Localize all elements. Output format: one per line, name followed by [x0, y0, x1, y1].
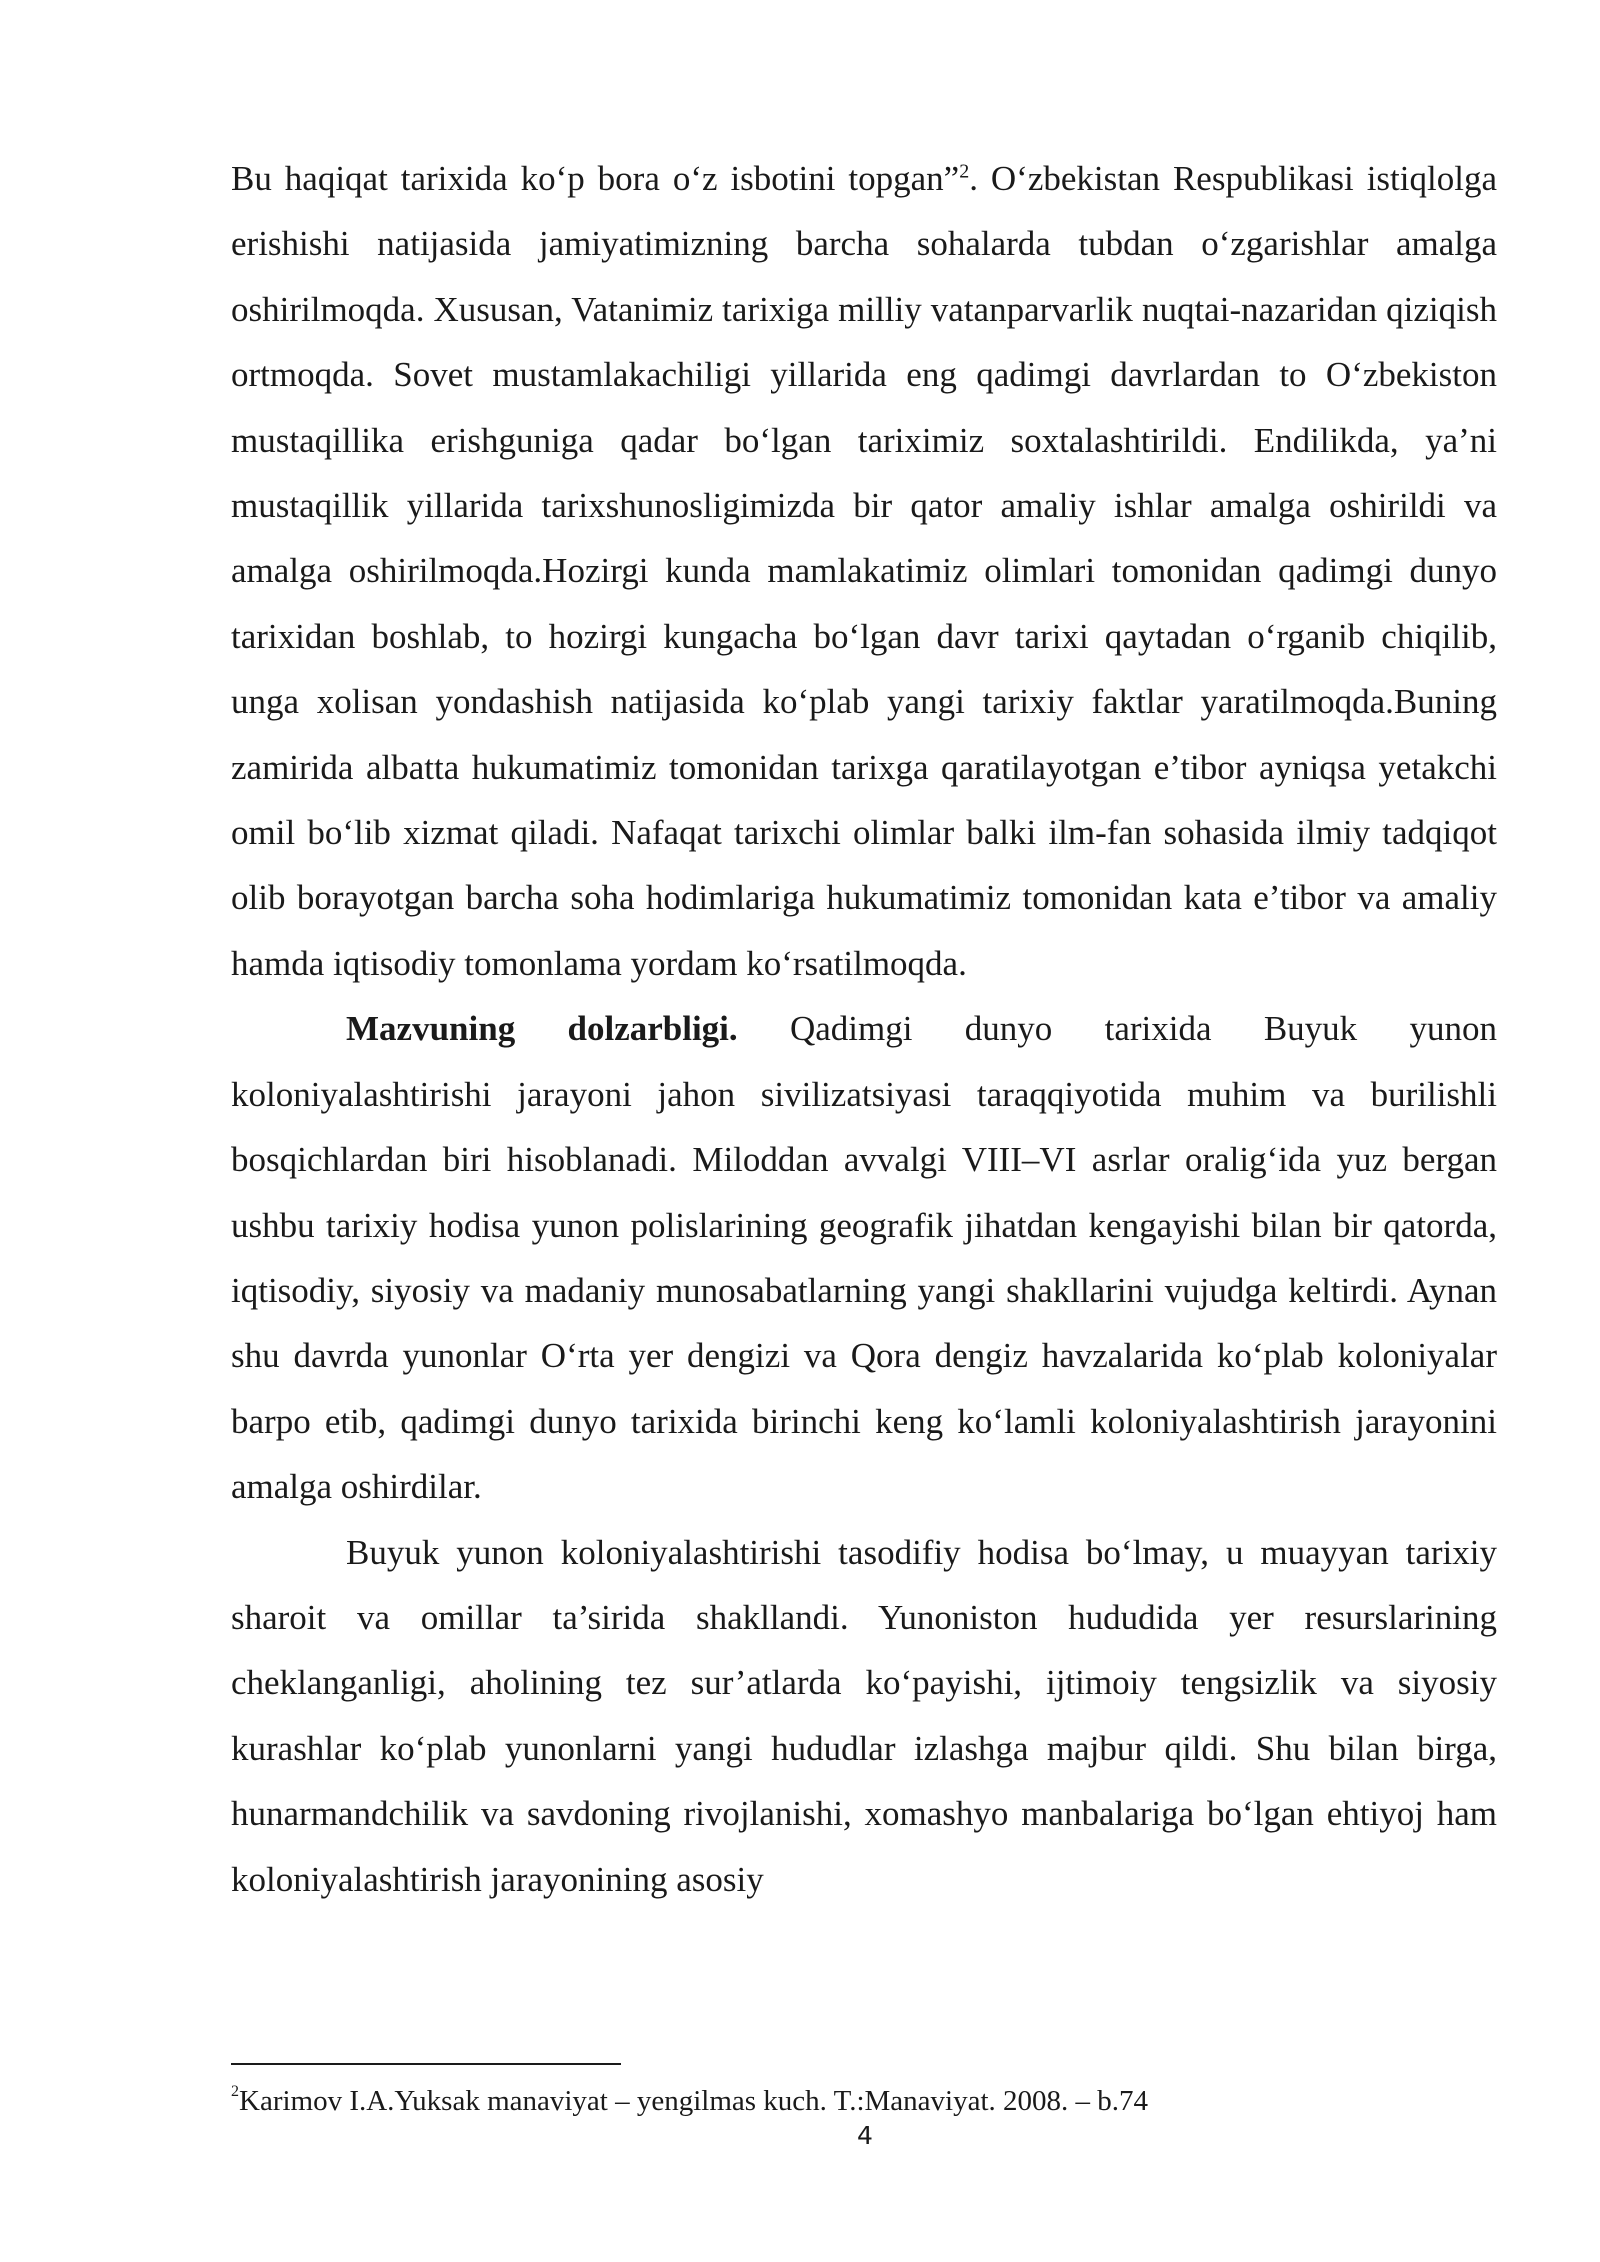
paragraph-1-text-start: Bu haqiqat tarixida ko‘p bora o‘z isbotini topgan” — [231, 159, 960, 198]
page-number: 4 — [857, 2121, 873, 2150]
section-heading: Mazvuning dolzarbligi. — [346, 1009, 738, 1049]
paragraph-3-text: Buyuk yunon koloniyalashtirishi tasodifiy hodisa bo‘lmay, u muayyan tarixiy sharoit va omillar ta’sirida shakllandi. Yunoniston hududida yer resurslarining cheklanganligi, aholining tez sur’atlarda ko‘payishi, ijtimoiy tengsizlik va siyosiy kurashlar ko‘plab yunonlarni yangi hududlar izlashga majbur qildi. Shu bilan birga, hunarmandchilik va savdoning rivojlanishi, xomashyo manbalariga bo‘lgan ehtiyoj ham koloniyalashtirish jarayonining asosiy — [231, 1532, 1497, 1899]
paragraph-2 — [231, 996, 1497, 1519]
body-text — [231, 146, 1497, 1912]
paragraph-3 — [231, 1520, 1497, 1912]
paragraph-1 — [231, 146, 1497, 996]
paragraph-2-text: Qadimgi dunyo tarixida Buyuk yunon koloniyalashtirishi jarayoni jahon sivilizatsiyasi taraqqiyotida muhim va burilishli bosqichlardan biri hisoblanadi. Miloddan avvalgi VIII–VI asrlar oralig‘ida yuz bergan ushbu tarixiy hodisa yunon polislarining geografik jihatdan kengayishi bilan bir qatorda, iqtisodiy, siyosiy va madaniy munosabatlarning yangi shakllarini vujudga keltirdi. Aynan shu davrda yunonlar O‘rta yer dengizi va Qora dengiz havzalarida ko‘plab koloniyalar barpo etib, qadimgi dunyo tarixida birinchi keng ko‘lamli koloniyalashtirish jarayonini amalga oshirdilar. — [231, 1009, 1497, 1507]
footnote-text: Karimov I.A.Yuksak manaviyat – yengilmas kuch. T.:Manaviyat. 2008. – b.74 — [239, 2085, 1149, 2117]
footnote-mark: 2 — [231, 2083, 239, 2100]
footnote-separator — [231, 2063, 621, 2065]
footnote-reference: 2 — [959, 160, 970, 183]
paragraph-1-text-rest: . O‘zbekistan Respublikasi istiqlolga erishishi natijasida jamiyatimizning barcha sohalarda tubdan o‘zgarishlar amalga oshirilmoqda. Xususan, Vatanimiz tarixiga milliy vatanparvarlik nuqtai-nazaridan qiziqish ortmoqda. Sovet mustamlakachiligi yillarida eng qadimgi davrlardan to O‘zbekiston mustaqillika erishguniga qadar bo‘lgan tariximiz soxtalashtirildi. Endilikda, ya’ni mustaqillik yillarida tarixshunosligimizda bir qator amaliy ishlar amalga oshirildi va amalga oshirilmoqda.Hozirgi kunda mamlakatimiz olimlari tomonidan qadimgi dunyo tarixidan boshlab, to hozirgi kungacha bo‘lgan davr tarixi qaytadan o‘rganib chiqilib, unga xolisan yondashish natijasida ko‘plab yangi tarixiy faktlar yaratilmoqda.Buning zamirida albatta hukumatimiz tomonidan tarixga qaratilayotgan e’tibor ayniqsa yetakchi omil bo‘lib xizmat qiladi. Nafaqat tarixchi olimlar balki ilm-fan sohasida ilmiy tadqiqot olib borayotgan barcha soha hodimlariga hukumatimiz tomonidan kata e’tibor va amaliy hamda iqtisodiy tomonlama yordam ko‘rsatilmoqda. — [231, 159, 1497, 983]
footnote — [231, 2084, 1148, 2118]
